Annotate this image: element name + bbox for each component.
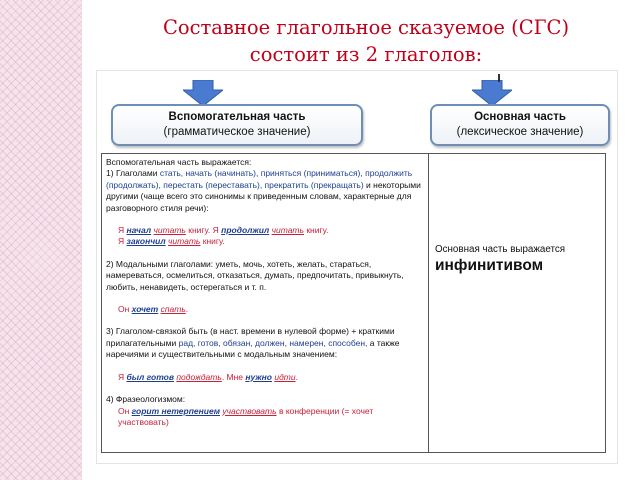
example-text: Я [118,225,127,236]
infinitive: идти [274,371,296,382]
aux-verb: начал [126,225,152,236]
title-line-2: состоит из 2 глаголов: [249,43,483,66]
section-1-label: Глаголами [115,168,158,179]
explanation-table [101,153,606,453]
infinitive: подождать [176,371,222,382]
section-link-verb [106,326,425,360]
section-3-words: рад, готов, обязан, должен, намерен, способен, [178,337,368,348]
down-arrow-right-icon [472,80,512,106]
aux-verb: горит нетерпением [131,405,220,416]
section-3-label: 3) Глаголом-связкой быть (в наст. времени в нулевой форме) + краткими прилагательными [106,326,395,348]
aux-verb: закончил [126,236,166,247]
example-5 [106,406,425,429]
main-part-title: Основная часть [474,111,566,123]
infinitive: читать [153,225,186,236]
example-text: Он [118,405,132,416]
section-verbs [106,168,425,214]
slide-title [92,14,640,68]
title-line-1: Составное глагольное сказуемое (СГС) [162,16,570,39]
main-column [429,154,605,452]
infinitive: читать [271,225,304,236]
aux-verb: нужно [245,371,272,382]
auxiliary-intro: Вспомогательная часть выражается: [106,157,252,167]
infinitive: спать [160,304,186,315]
main-part-header [430,104,610,146]
aux-verb: продолжил [221,225,270,236]
main-part-description: Основная часть выражается [435,244,566,255]
section-phraseologism: 4) Фразеологизмом: [106,394,186,405]
example-text: . [295,371,298,382]
section-modal-verbs: 2) Модальными глаголами: уметь, мочь, хотеть, желать, стараться, намереваться, осмелиться, отказаться, думать, предпочитать, привыкнуть, любить, ненавидеть, остерегаться и т. п. [106,258,404,292]
example-1 [106,225,425,236]
example-text: Я [118,371,127,382]
section-1-number: 1) [106,168,114,179]
example-2 [106,236,425,247]
section-1-words: стать, начать (начинать), приняться (приниматься), продолжить (продолжать), перестать (переставать), прекратить (прекращать) [106,168,413,190]
main-part-subtitle: (лексическое значение) [456,126,584,138]
main-part-infinitive: инфинитивом [435,257,544,274]
aux-verb: был готов [126,371,174,382]
section-1-tail: и некоторыми другими (чаще всего это синонимы к приведенным словам, характерные для разговорного стиля речи): [106,179,421,213]
example-text: Он [118,304,132,315]
down-arrow-left-icon [183,80,223,106]
auxiliary-part-subtitle: (грамматическое значение) [163,126,311,138]
example-3 [106,304,425,315]
example-text: Я [118,236,127,247]
infinitive: читать [168,236,201,247]
arrow-tick [498,74,500,82]
example-text: . [185,304,189,315]
section-3-tail: а также наречиями и существительными с модальным значением: [106,337,400,360]
auxiliary-part-title: Вспомогательная часть [168,111,306,123]
example-4 [106,372,425,383]
infinitive: участвовать [222,405,277,416]
auxiliary-column [102,154,429,452]
auxiliary-part-header [111,104,363,146]
example-text: в конференции (= хочет участвовать) [118,405,374,427]
example-text: книгу. Я [185,225,222,236]
decorative-stripe [0,0,82,480]
example-text: книгу. [200,236,225,247]
example-text: . Мне [221,371,246,382]
example-text: книгу. [303,225,329,236]
aux-verb: хочет [131,304,159,315]
